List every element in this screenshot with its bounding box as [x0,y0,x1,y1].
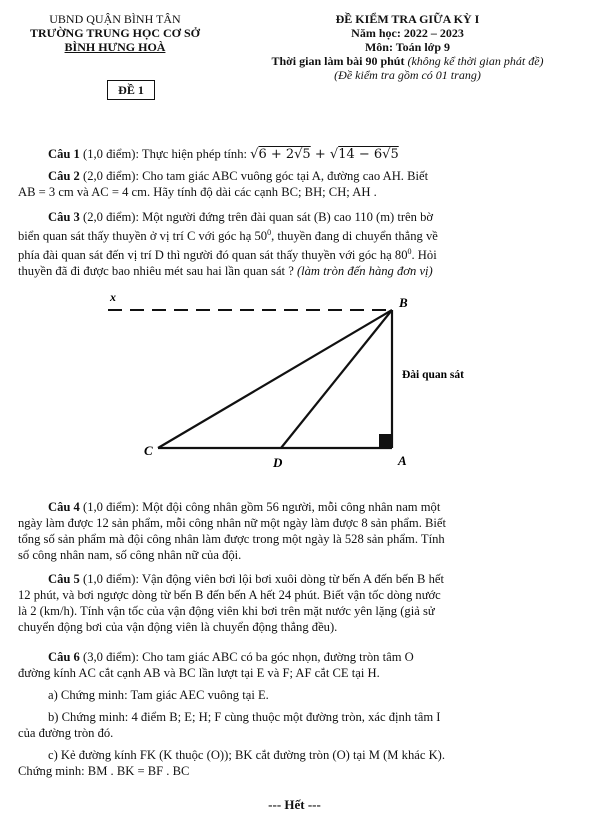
question-3: Câu 3 (2,0 điểm): Một người đứng trên đài quan sát (B) cao 110 (m) trên bờ biển quan sát thấy thuyền ở vị trí C với góc hạ $50^0$, thuyền đang di chuyển thẳng về phía đài quan sát đến vị trí D thì người đó quan sát thấy thuyền với góc hạ $80^0$. Hỏi thuyền đã đi được bao nhiêu mét sau hai lần quan sát ? (làm tròn đến hàng đơn vị) [18,210,438,279]
time-note: (không kể thời gian phát đề) [407,54,544,68]
sight-line-bd [281,310,392,448]
q6-part-c: c) Kẻ đường kính FK (K thuộc (O)); BK cắt đường tròn (O) tại M (M khác K). [48,748,446,762]
question-2: Câu 2 (2,0 điểm): Cho tam giác ABC vuông góc tại A, đường cao AH. Biết AB = 3 cm và AC = 4 cm. Hãy tính độ dài các cạnh BC; BH; CH; AH . [18,169,429,199]
page-count: (Đề kiểm tra gồm có 01 trang) [334,68,481,82]
time-line [240,54,575,68]
q2-label: Câu 2 [48,169,80,183]
exam-header [240,12,575,82]
label-a: A [398,453,407,468]
q6-part-a: a) Chứng minh: Tam giác AEC vuông tại E. [48,688,269,702]
label-x: x [110,290,116,304]
exam-code-box [107,80,155,100]
q4-label: Câu 4 [48,500,80,514]
end-marker: --- Hết --- [268,797,321,812]
exam-title: ĐỀ KIỂM TRA GIỮA KỲ I [335,12,480,26]
right-angle-mark [379,434,391,447]
exam-code: ĐỀ 1 [118,83,144,97]
label-d: D [273,455,283,470]
school-header [20,12,210,54]
question-6: Câu 6 (3,0 điểm): Cho tam giác ABC có ba góc nhọn, đường tròn tâm O đường kính AC cắt cạnh AB và BC lần lượt tại E và F; AF cắt CE tại H. a) Chứng minh: Tam giác AEC vuông tại E. b) Chứng minh: 4 điểm B; E; H; F cùng thuộc một đường tròn, xác định tâm I của đường tròn đó. c) Kẻ đường kính FK (K thuộc (O)); BK cắt đường tròn (O) tại M (M khác K). Chứng minh: BM . BK = BF . BC [18,650,446,778]
q1-text: Thực hiện phép tính: [141,147,247,161]
q3-label: Câu 3 [48,210,80,224]
school-year: Năm học: 2022 – 2023 [351,26,464,40]
label-b: B [399,295,408,310]
time-limit: Thời gian làm bài 90 phút [271,54,405,68]
school-name: BÌNH HƯNG HOÀ [64,40,166,54]
q1-label: Câu 1 [48,147,80,161]
question-5: Câu 5 (1,0 điểm): Vận động viên bơi lội bơi xuôi dòng từ bến A đến bến B hết 12 phút, và bơi ngược dòng từ bến B đến bến A hết 24 phút. Biết vận tốc dòng nước là 2 (km/h). Tính vận tốc của vận động viên khi bơi trên mặt nước yên lặng (giả sử chuyển động bơi của vận động viên là chuyển động thẳng đều). [18,572,444,634]
q6-label: Câu 6 [48,650,80,664]
q5-label: Câu 5 [48,572,80,586]
subject: Môn: Toán lớp 9 [364,40,450,54]
observation-tower-figure [0,285,589,475]
q1-score: (1,0 điểm): [83,147,139,161]
sight-line-bc [158,310,392,448]
district-name: UBND QUẬN BÌNH TÂN [49,12,181,26]
school-type: TRƯỜNG TRUNG HỌC CƠ SỞ [29,26,200,40]
label-tower: Đài quan sát [402,369,464,381]
label-c: C [144,443,153,458]
question-4: Câu 4 (1,0 điểm): Một đội công nhân gồm 56 người, mỗi công nhân nam một ngày làm được 12 sản phẩm, mỗi công nhân nữ một ngày làm được 8 sản phẩm. Biết tổng số sản phẩm mà đội công nhân làm được trong một ngày là 528 sản phẩm. Tính số công nhân nam, số công nhân nữ của đội. [18,500,446,562]
question-1 [18,146,573,163]
q1-expression: √6 + 2√5 + √14 − 6√5 [250,147,399,162]
q6-part-b: b) Chứng minh: 4 điểm B; E; H; F cùng thuộc một đường tròn, xác định tâm I [48,710,441,724]
